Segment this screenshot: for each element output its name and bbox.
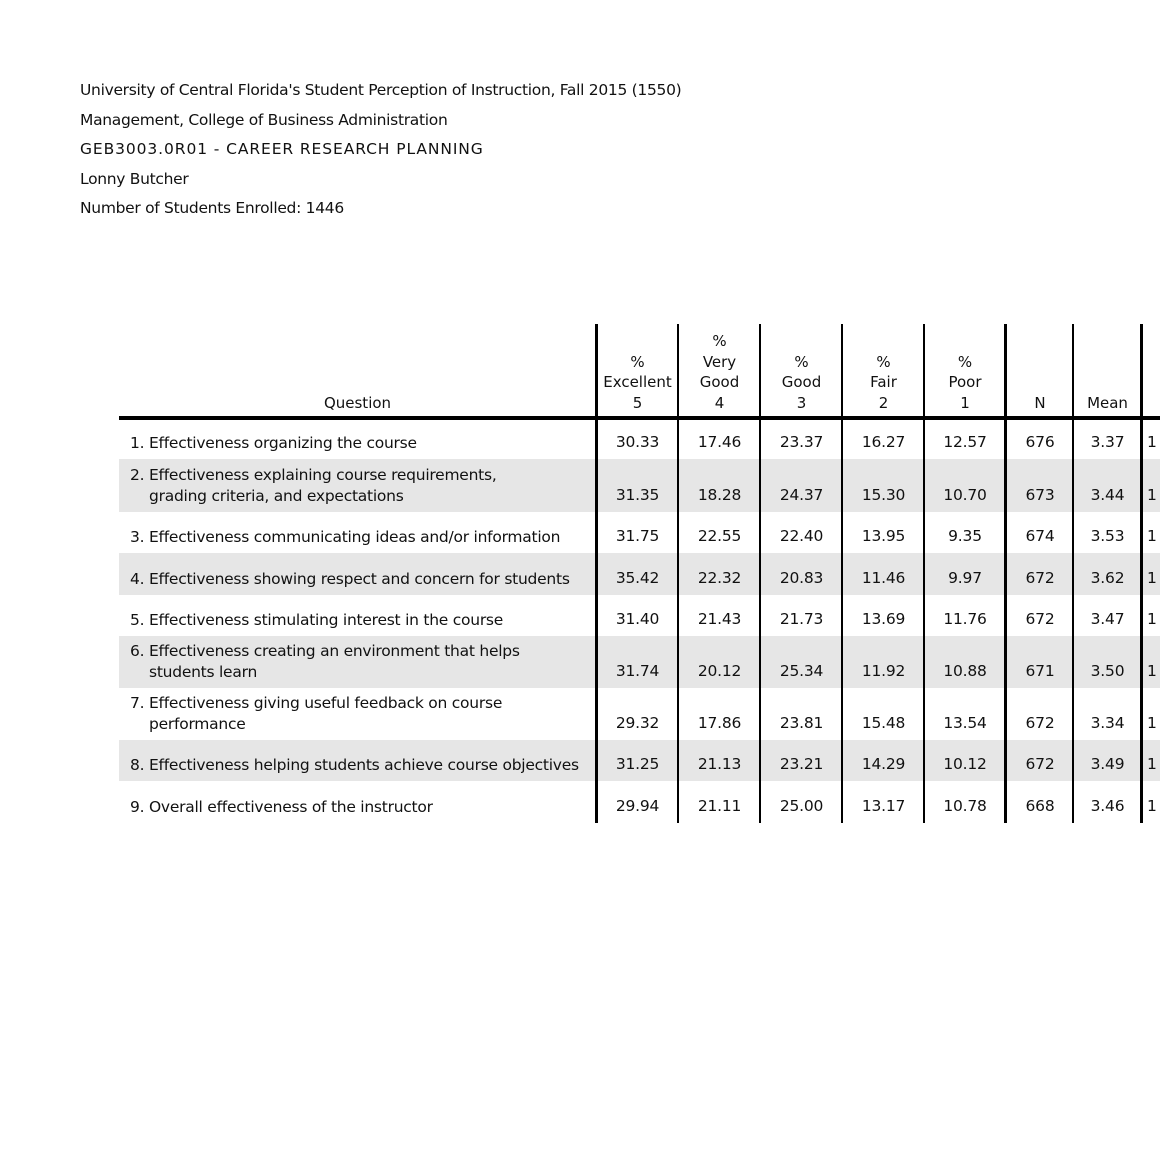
question-text: 9. Overall effectiveness of the instructor (130, 797, 433, 816)
cell-fair: 15.30 (861, 486, 906, 504)
column-header-line: 5 (632, 393, 643, 412)
cell-good: 20.83 (779, 569, 824, 587)
column-header-fair (843, 324, 924, 416)
cell-very-good: 20.12 (697, 662, 742, 680)
column-header-line: Poor (948, 373, 982, 391)
cell-mean: 3.47 (1090, 610, 1125, 628)
column-header-excellent (597, 324, 678, 416)
cell-mean: 3.34 (1090, 714, 1125, 732)
cell-clipped-next-column: 1 (1147, 610, 1157, 628)
column-header-line: 1 (960, 393, 970, 412)
column-header-mean (1074, 324, 1141, 416)
column-header-line: 4 (714, 393, 725, 412)
cell-very-good: 21.11 (697, 797, 742, 815)
cell-clipped-next-column: 1 (1147, 714, 1157, 732)
cell-fair: 13.95 (861, 527, 906, 545)
question-cell (130, 688, 502, 740)
cell-n: 672 (1025, 755, 1055, 773)
report-header (80, 79, 681, 227)
cell-very-good: 18.28 (697, 486, 742, 504)
cell-poor: 12.57 (943, 433, 987, 451)
column-divider (841, 324, 843, 823)
question-text: performance (149, 714, 246, 733)
question-cell (130, 740, 579, 781)
cell-mean: 3.46 (1090, 797, 1125, 815)
course-line: GEB3003.0R01 - CAREER RESEARCH PLANNING (80, 140, 484, 158)
cell-very-good: 21.13 (697, 755, 742, 773)
column-divider (595, 324, 598, 823)
cell-fair: 15.48 (861, 714, 906, 732)
question-text: grading criteria, and expectations (149, 486, 404, 505)
department-line: Management, College of Business Administration (80, 110, 448, 129)
question-text: 7. Effectiveness giving useful feedback on course (130, 694, 503, 712)
column-header-line: % (794, 352, 809, 371)
column-header-line: % (630, 352, 645, 371)
question-cell (130, 781, 433, 823)
cell-good: 25.34 (779, 662, 824, 680)
column-header-line: Mean (1087, 393, 1128, 412)
cell-n: 668 (1025, 797, 1055, 815)
cell-clipped-next-column: 1 (1147, 755, 1157, 773)
cell-fair: 11.46 (861, 569, 906, 587)
cell-n: 672 (1025, 714, 1055, 732)
column-header-line: Excellent (603, 373, 672, 391)
enrollment-count: Number of Students Enrolled: 1446 (80, 199, 344, 217)
question-cell (130, 512, 560, 553)
cell-n: 672 (1025, 610, 1055, 628)
cell-fair: 13.69 (861, 610, 906, 628)
question-cell (130, 553, 570, 595)
cell-excellent: 29.94 (615, 797, 660, 815)
cell-n: 672 (1025, 569, 1055, 587)
cell-mean: 3.44 (1090, 486, 1125, 504)
question-text: 6. Effectiveness creating an environment that helps (130, 642, 520, 660)
cell-good: 22.40 (779, 527, 824, 545)
cell-excellent: 31.40 (615, 610, 660, 628)
question-text: 3. Effectiveness communicating ideas and/or information (130, 527, 561, 546)
cell-very-good: 17.46 (697, 433, 742, 451)
cell-poor: 10.12 (943, 755, 987, 773)
column-divider (1140, 324, 1143, 823)
column-header-line: % (712, 332, 727, 350)
column-divider (677, 324, 679, 823)
column-header-line: Very (702, 352, 737, 371)
column-header-line: Good (699, 373, 740, 391)
cell-excellent: 31.35 (615, 486, 660, 504)
column-header-line: 2 (878, 393, 889, 412)
cell-n: 671 (1025, 662, 1055, 680)
cell-clipped-next-column: 1 (1147, 569, 1157, 587)
cell-excellent: 31.25 (615, 755, 660, 773)
cell-excellent: 29.32 (615, 714, 660, 732)
column-header-poor (925, 324, 1005, 416)
cell-good: 23.37 (779, 433, 824, 451)
question-cell (130, 419, 417, 459)
cell-mean: 3.53 (1090, 527, 1125, 545)
cell-fair: 14.29 (861, 755, 906, 773)
question-text: students learn (149, 662, 258, 681)
cell-mean: 3.50 (1090, 662, 1125, 680)
cell-clipped-next-column: 1 (1147, 527, 1157, 545)
cell-poor: 9.97 (948, 569, 982, 587)
cell-poor: 13.54 (943, 714, 987, 732)
cell-good: 23.21 (779, 755, 824, 773)
column-header-line: % (957, 352, 973, 371)
cell-very-good: 21.43 (697, 610, 742, 628)
question-text: 8. Effectiveness helping students achieve course objectives (130, 755, 579, 774)
question-text: 4. Effectiveness showing respect and concern for students (130, 569, 570, 588)
question-text: 5. Effectiveness stimulating interest in the course (130, 610, 504, 629)
cell-fair: 11.92 (861, 662, 906, 680)
column-divider (1072, 324, 1074, 823)
cell-very-good: 22.55 (697, 527, 742, 545)
cell-clipped-next-column: 1 (1147, 433, 1157, 451)
cell-good: 23.81 (779, 714, 824, 732)
cell-n: 676 (1025, 433, 1055, 451)
question-text: 1. Effectiveness organizing the course (130, 433, 417, 452)
column-header-very-good (679, 324, 760, 416)
cell-poor: 10.78 (943, 797, 987, 815)
column-header-n (1007, 324, 1073, 416)
column-divider (759, 324, 761, 823)
cell-good: 24.37 (779, 486, 824, 504)
question-text: 2. Effectiveness explaining course requirements, (130, 466, 497, 484)
cell-clipped-next-column: 1 (1147, 662, 1157, 680)
column-header-line: N (1034, 393, 1046, 412)
column-header-line: Good (781, 373, 822, 391)
column-header-good (761, 324, 842, 416)
cell-good: 25.00 (779, 797, 824, 815)
column-header-line: 3 (796, 393, 807, 412)
cell-n: 674 (1025, 527, 1055, 545)
cell-mean: 3.37 (1090, 433, 1125, 451)
column-divider (923, 324, 925, 823)
question-cell (130, 595, 503, 636)
cell-very-good: 22.32 (697, 569, 742, 587)
question-cell (130, 459, 497, 512)
cell-poor: 9.35 (948, 527, 982, 545)
cell-fair: 13.17 (861, 797, 906, 815)
column-header-line: Fair (870, 373, 897, 391)
report-title: University of Central Florida's Student Perception of Instruction, Fall 2015 (1550) (80, 81, 682, 99)
cell-excellent: 31.74 (615, 662, 660, 680)
cell-fair: 16.27 (861, 433, 906, 451)
cell-n: 673 (1025, 486, 1055, 504)
column-header-question (119, 324, 596, 416)
cell-poor: 11.76 (943, 610, 987, 628)
cell-clipped-next-column: 1 (1147, 797, 1157, 815)
instructor-name: Lonny Butcher (80, 169, 189, 188)
cell-very-good: 17.86 (697, 714, 742, 732)
cell-clipped-next-column: 1 (1147, 486, 1157, 504)
column-header-line: % (876, 352, 891, 371)
cell-mean: 3.49 (1090, 755, 1125, 773)
cell-excellent: 31.75 (615, 527, 660, 545)
question-cell (130, 636, 520, 688)
cell-poor: 10.88 (943, 662, 987, 680)
column-divider (1004, 324, 1007, 823)
cell-poor: 10.70 (943, 486, 987, 504)
cell-mean: 3.62 (1090, 569, 1125, 587)
cell-excellent: 35.42 (615, 569, 660, 587)
cell-good: 21.73 (779, 610, 824, 628)
column-header-line: Question (323, 393, 392, 412)
cell-excellent: 30.33 (615, 433, 660, 451)
